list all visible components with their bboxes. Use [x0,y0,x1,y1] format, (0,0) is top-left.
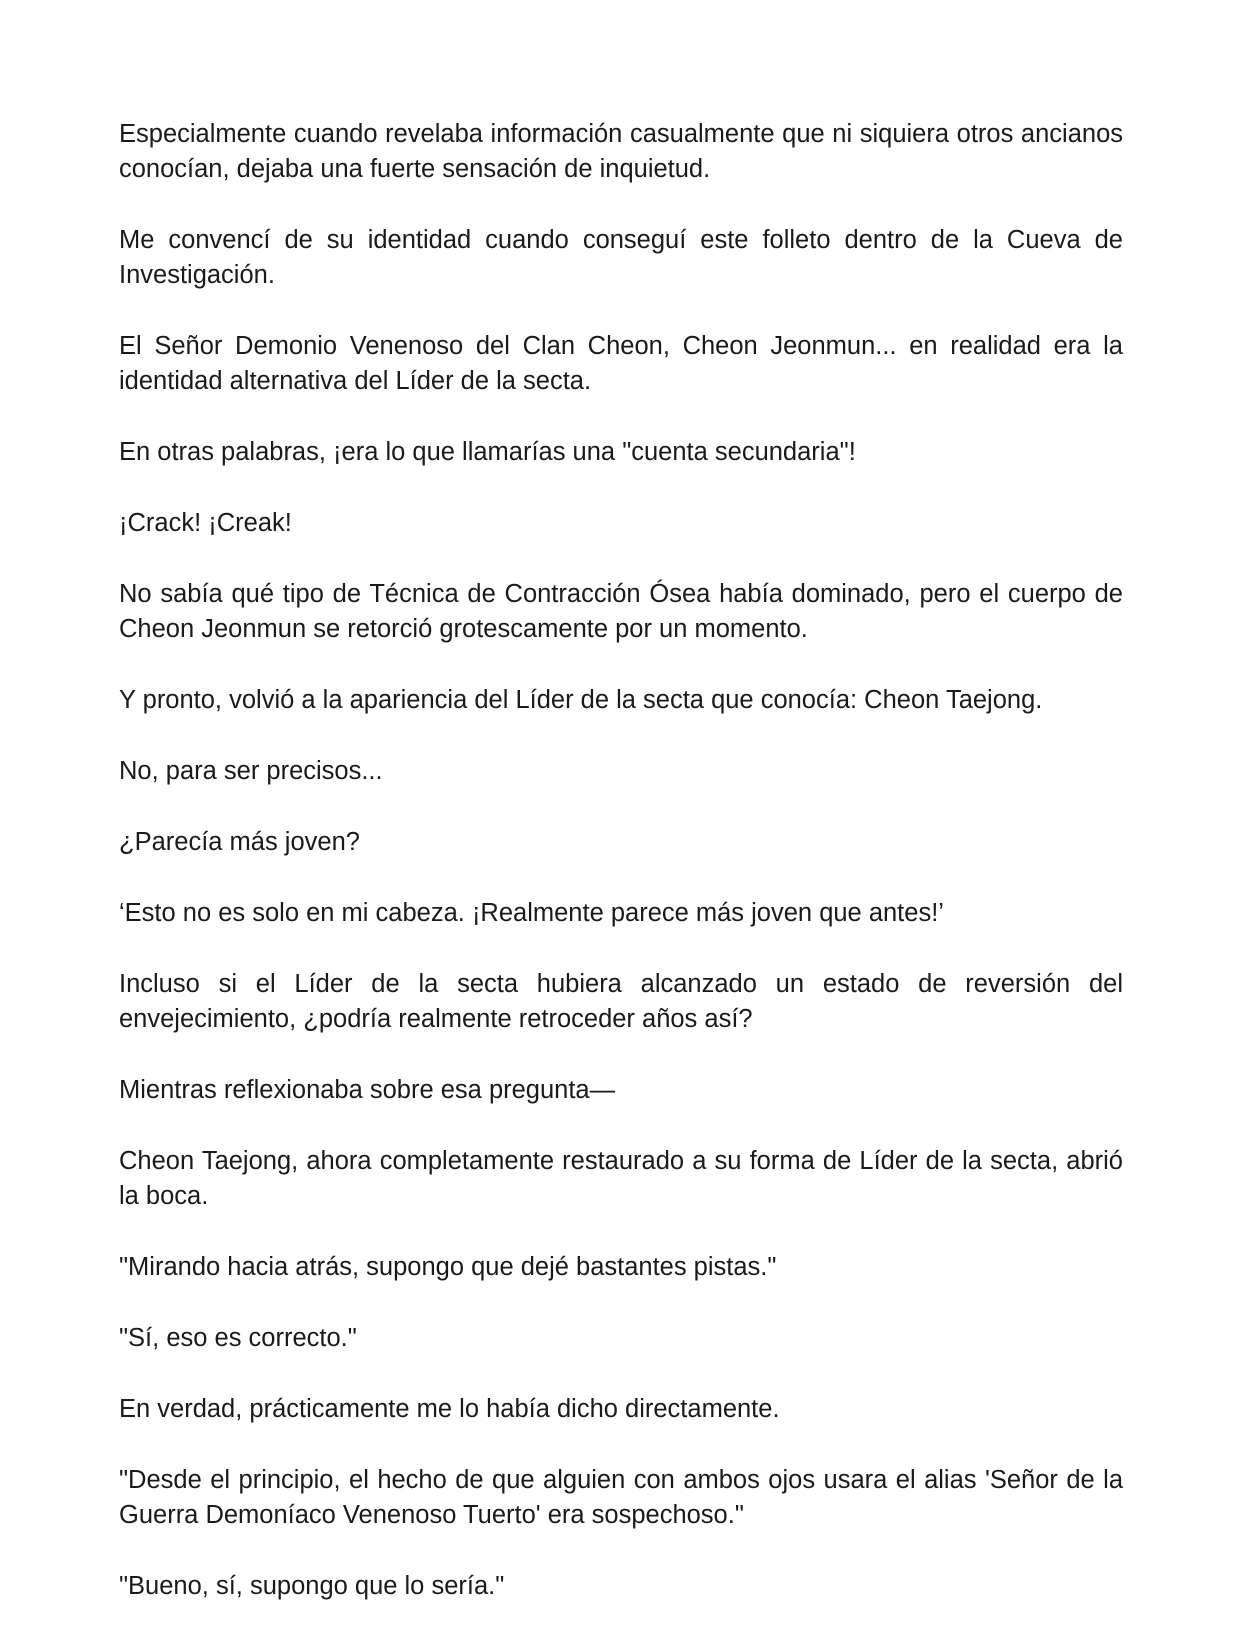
document-body [119,117,1123,1640]
paragraph: En verdad, prácticamente me lo había dicho directamente. [119,1395,780,1423]
paragraph: "Bueno, sí, supongo que lo sería." [119,1572,505,1600]
paragraph: "Desde el principio, el hecho de que alguien con ambos ojos usara el alias 'Señor de la Guerra Demoníaco Venenoso Tuerto' era sospechoso." [119,1466,1123,1529]
paragraph: Incluso si el Líder de la secta hubiera alcanzado un estado de reversión del envejecimiento, ¿podría realmente retroceder años así? [119,970,1123,1033]
paragraph: "Mirando hacia atrás, supongo que dejé bastantes pistas." [119,1253,777,1281]
paragraph: ¿Parecía más joven? [119,828,360,856]
paragraph: Cheon Taejong, ahora completamente restaurado a su forma de Líder de la secta, abrió la boca. [119,1147,1123,1210]
paragraph: "Sí, eso es correcto." [119,1324,357,1352]
paragraph: No sabía qué tipo de Técnica de Contracción Ósea había dominado, pero el cuerpo de Cheon Jeonmun se retorció grotescamente por un momento. [119,580,1123,643]
paragraph: Especialmente cuando revelaba información casualmente que ni siquiera otros ancianos conocían, dejaba una fuerte sensación de inquietud. [119,120,1123,183]
paragraph: Me convencí de su identidad cuando conseguí este folleto dentro de la Cueva de Investigación. [119,226,1123,289]
paragraph: Mientras reflexionaba sobre esa pregunta— [119,1076,616,1104]
paragraph: Y pronto, volvió a la apariencia del Líder de la secta que conocía: Cheon Taejong. [119,686,1043,714]
paragraph: En otras palabras, ¡era lo que llamarías una "cuenta secundaria"! [119,438,856,466]
paragraph: El Señor Demonio Venenoso del Clan Cheon, Cheon Jeonmun... en realidad era la identidad alternativa del Líder de la secta. [119,332,1123,395]
paragraph: ¡Crack! ¡Creak! [119,509,292,537]
paragraph: ‘Esto no es solo en mi cabeza. ¡Realmente parece más joven que antes!’ [119,899,944,927]
paragraph: No, para ser precisos... [119,757,383,785]
